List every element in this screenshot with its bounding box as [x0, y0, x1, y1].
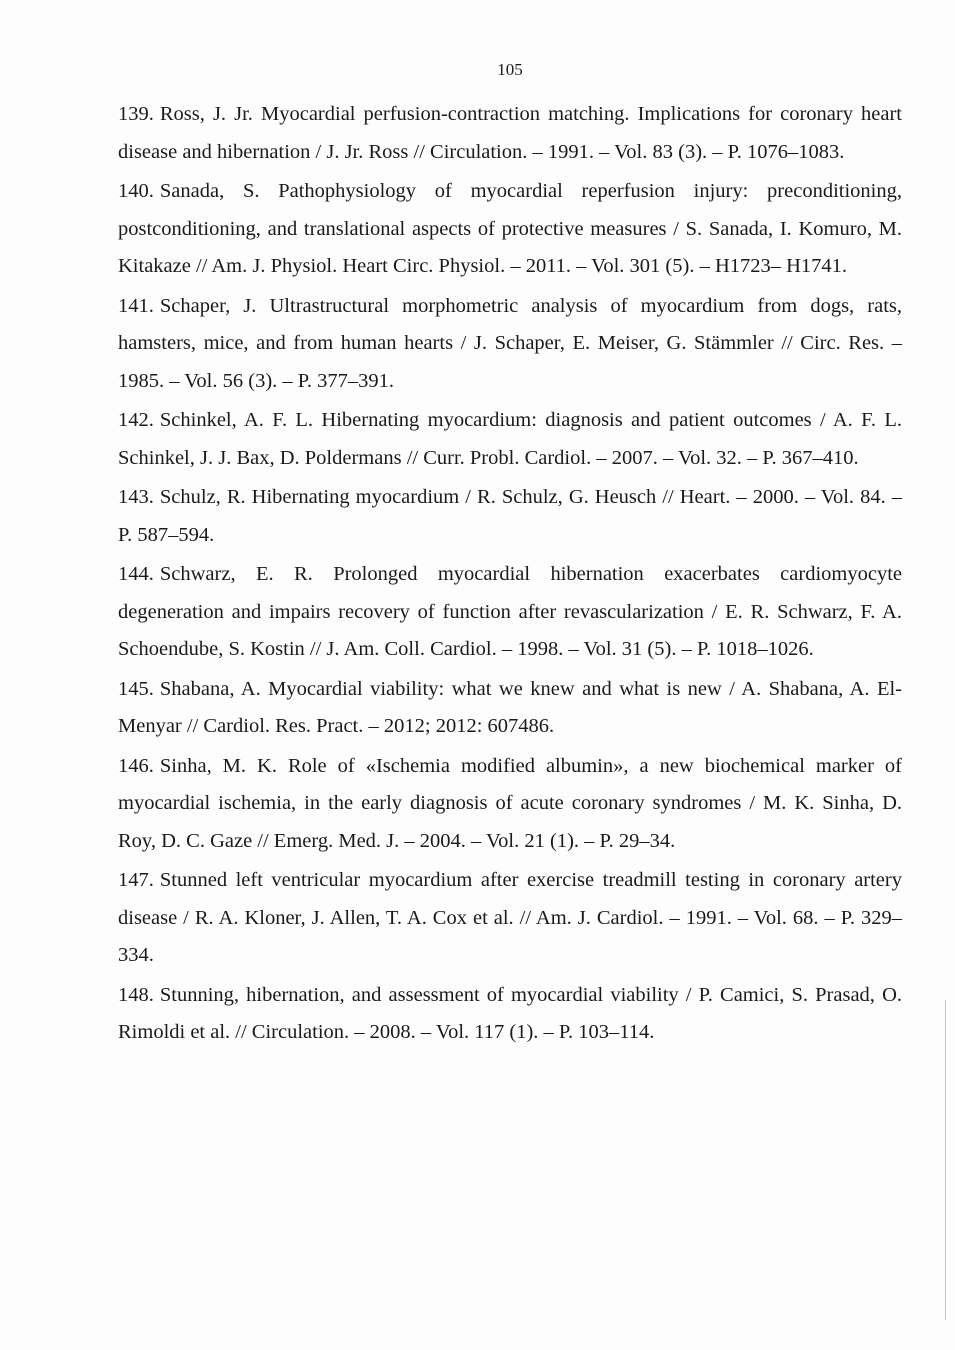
- reference-item: [118, 748, 902, 861]
- reference-item: [118, 402, 902, 477]
- reference-item: [118, 671, 902, 746]
- reference-number: 143.: [118, 486, 154, 508]
- reference-number: 144.: [118, 563, 154, 585]
- reference-number: 141.: [118, 294, 154, 317]
- page-number: 105: [497, 60, 523, 79]
- scan-edge-line: [945, 1000, 946, 1320]
- reference-item: [118, 288, 902, 401]
- reference-number: 148.: [118, 983, 154, 1006]
- reference-item: [118, 556, 902, 669]
- reference-text: Shabana, A. Myocardial viability: what we knew and what is new / A. Shabana, A. El-Menyar // Cardiol. Res. Pract. – 2012; 2012: 607486.: [118, 677, 902, 737]
- reference-text: Schinkel, A. F. L. Hibernating myocardium: diagnosis and patient outcomes / A. F. L. Schinkel, J. J. Bax, D. Poldermans // Curr. Probl. Cardiol. – 2007. – Vol. 32. – P. 367–410.: [118, 409, 902, 469]
- reference-text: Schaper, J. Ultrastructural morphometric analysis of myocardium from dogs, rats, hamsters, mice, and from human hearts / J. Schaper, E. Meiser, G. Stämmler // Circ. Res. – 1985. – Vol. 56 (3). – P. 377–391.: [118, 294, 902, 392]
- reference-number: 145.: [118, 677, 154, 700]
- reference-text: Ross, J. Jr. Myocardial perfusion-contraction matching. Implications for coronary heart disease and hibernation / J. Jr. Ross // Circulation. – 1991. – Vol. 83 (3). – P. 1076–1083.: [118, 103, 902, 163]
- reference-number: 140.: [118, 180, 154, 202]
- reference-text: Stunned left ventricular myocardium after exercise treadmill testing in coronary artery disease / R. A. Kloner, J. Allen, T. A. Cox et al. // Am. J. Cardiol. – 1991. – Vol. 68. – P. 329–334.: [118, 869, 902, 966]
- reference-text: Sanada, S. Pathophysiology of myocardial reperfusion injury: preconditioning, postconditioning, and translational aspects of protective measures / S. Sanada, I. Komuro, M. Kitakaze // Am. J. Physiol. Heart Circ. Physiol. – 2011. – Vol. 301 (5). – H1723– H1741.: [118, 180, 902, 277]
- reference-number: 139.: [118, 103, 154, 125]
- reference-number: 147.: [118, 869, 154, 891]
- reference-list: [118, 96, 902, 1054]
- reference-text: Stunning, hibernation, and assessment of myocardial viability / P. Camici, S. Prasad, O. Rimoldi et al. // Circulation. – 2008. – Vol. 117 (1). – P. 103–114.: [118, 983, 902, 1043]
- reference-item: [118, 977, 902, 1052]
- reference-item: [118, 862, 902, 975]
- reference-number: 146.: [118, 754, 154, 777]
- reference-text: Sinha, M. K. Role of «Ischemia modified albumin», a new biochemical marker of myocardial ischemia, in the early diagnosis of acute coronary syndromes / M. K. Sinha, D. Roy, D. C. Gaze // Emerg. Med. J. – 2004. – Vol. 21 (1). – P. 29–34.: [118, 754, 902, 852]
- reference-text: Schwarz, E. R. Prolonged myocardial hibernation exacerbates cardiomyocyte degeneration and impairs recovery of function after revascularization / E. R. Schwarz, F. A. Schoendube, S. Kostin // J. Am. Coll. Cardiol. – 1998. – Vol. 31 (5). – P. 1018–1026.: [118, 563, 902, 660]
- reference-number: 142.: [118, 409, 154, 431]
- reference-item: [118, 173, 902, 286]
- reference-item: [118, 96, 902, 171]
- reference-item: [118, 479, 902, 554]
- reference-text: Schulz, R. Hibernating myocardium / R. Schulz, G. Heusch // Heart. – 2000. – Vol. 84. – P. 587–594.: [118, 486, 902, 546]
